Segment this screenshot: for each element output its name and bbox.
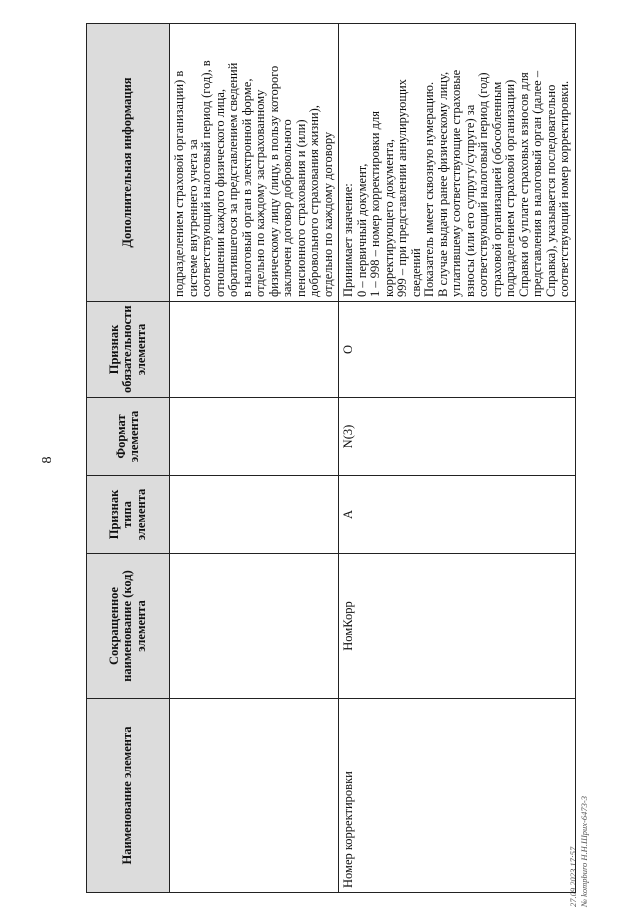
info-text-continuation bbox=[170, 24, 338, 301]
page-number: 8 bbox=[40, 456, 55, 464]
cell-obligation-empty bbox=[170, 302, 339, 398]
info-line: взносы (или его супругу/супруге) за bbox=[462, 104, 477, 297]
cell-format-empty bbox=[170, 398, 339, 476]
info-line: корректирующего документа, bbox=[381, 139, 396, 297]
stamp-date: 27.09.2023 17:57 bbox=[568, 846, 578, 907]
cell-element-obligation: О bbox=[339, 302, 576, 398]
info-line: В случае выдачи ранее физическому лицу, bbox=[435, 71, 450, 297]
cell-code-empty bbox=[170, 554, 339, 699]
info-line: сведений bbox=[408, 248, 423, 297]
info-line: в налоговый орган в электронной форме, bbox=[239, 78, 254, 297]
info-line: Принимает значение: bbox=[341, 183, 355, 297]
info-line: отношении каждого физического лица, bbox=[212, 88, 227, 297]
info-text-correction bbox=[339, 24, 575, 301]
header-additional-info: Дополнительная информация bbox=[87, 24, 170, 302]
stamp-signature: № kompburo Н.Н.Шрих-6473-3 bbox=[579, 796, 589, 907]
cell-element-format: N(3) bbox=[339, 398, 576, 476]
cell-element-name: Номер корректировки bbox=[339, 699, 576, 893]
info-line: Справка), указывается последовательно bbox=[543, 84, 558, 297]
cell-element-type: А bbox=[339, 476, 576, 554]
info-line: отдельно по каждому договору bbox=[320, 131, 335, 297]
cell-element-code: НомКорр bbox=[339, 554, 576, 699]
info-line: соответствующий налоговый период (год), в bbox=[199, 60, 213, 297]
info-line: страховой организацией (обособленным bbox=[489, 81, 504, 297]
info-line: пенсионного страхования и (или) bbox=[293, 119, 308, 297]
info-line: 1 – 998 – номер корректировки для bbox=[368, 111, 382, 297]
cell-name-empty bbox=[170, 699, 339, 893]
info-line: подразделением страховой организации) bbox=[503, 79, 517, 297]
cell-additional-info bbox=[339, 24, 576, 302]
info-line: заключен договор добровольного bbox=[280, 119, 294, 297]
cell-type-empty bbox=[170, 476, 339, 554]
table-header-row bbox=[87, 24, 170, 893]
cell-info-continuation bbox=[170, 24, 339, 302]
info-line: 999 – при представлении аннулирующих bbox=[395, 79, 409, 297]
header-element-type: Признак типа элемента bbox=[87, 476, 170, 554]
rotated-table-wrapper bbox=[86, 24, 572, 893]
info-line: подразделением страховой организации) в bbox=[172, 70, 186, 297]
table-row-continuation bbox=[170, 24, 339, 893]
header-element-code: Сокращенное наименование (код) элемента bbox=[87, 554, 170, 699]
info-line: Показатель имеет сквозную нумерацию. bbox=[422, 81, 436, 297]
info-line: Справки об уплате страховых взносов для bbox=[516, 72, 531, 297]
table-row bbox=[339, 24, 576, 893]
info-line: соответствующий номер корректировки. bbox=[557, 80, 571, 297]
header-element-format: Формат элемента bbox=[87, 398, 170, 476]
info-line: системе внутреннего учета за bbox=[185, 139, 200, 297]
header-element-name: Наименование элемента bbox=[87, 699, 170, 893]
header-element-obligation: Признак обязательности элемента bbox=[87, 302, 170, 398]
info-line: 0 – первичный документ, bbox=[354, 163, 369, 297]
info-line: физическому лицу (лицу, в пользу которого bbox=[266, 65, 281, 297]
element-table bbox=[86, 23, 576, 893]
info-line: представления в налоговый орган (далее – bbox=[530, 70, 544, 297]
info-line: добровольного страхования жизни), bbox=[307, 105, 321, 297]
info-line: уплатившему соответствующие страховые bbox=[449, 69, 463, 297]
info-line: соответствующий налоговый период (год) bbox=[476, 72, 490, 297]
info-line: обратившегося за представлением сведений bbox=[226, 62, 240, 297]
info-line: отдельно по каждому застрахованному bbox=[253, 89, 267, 297]
